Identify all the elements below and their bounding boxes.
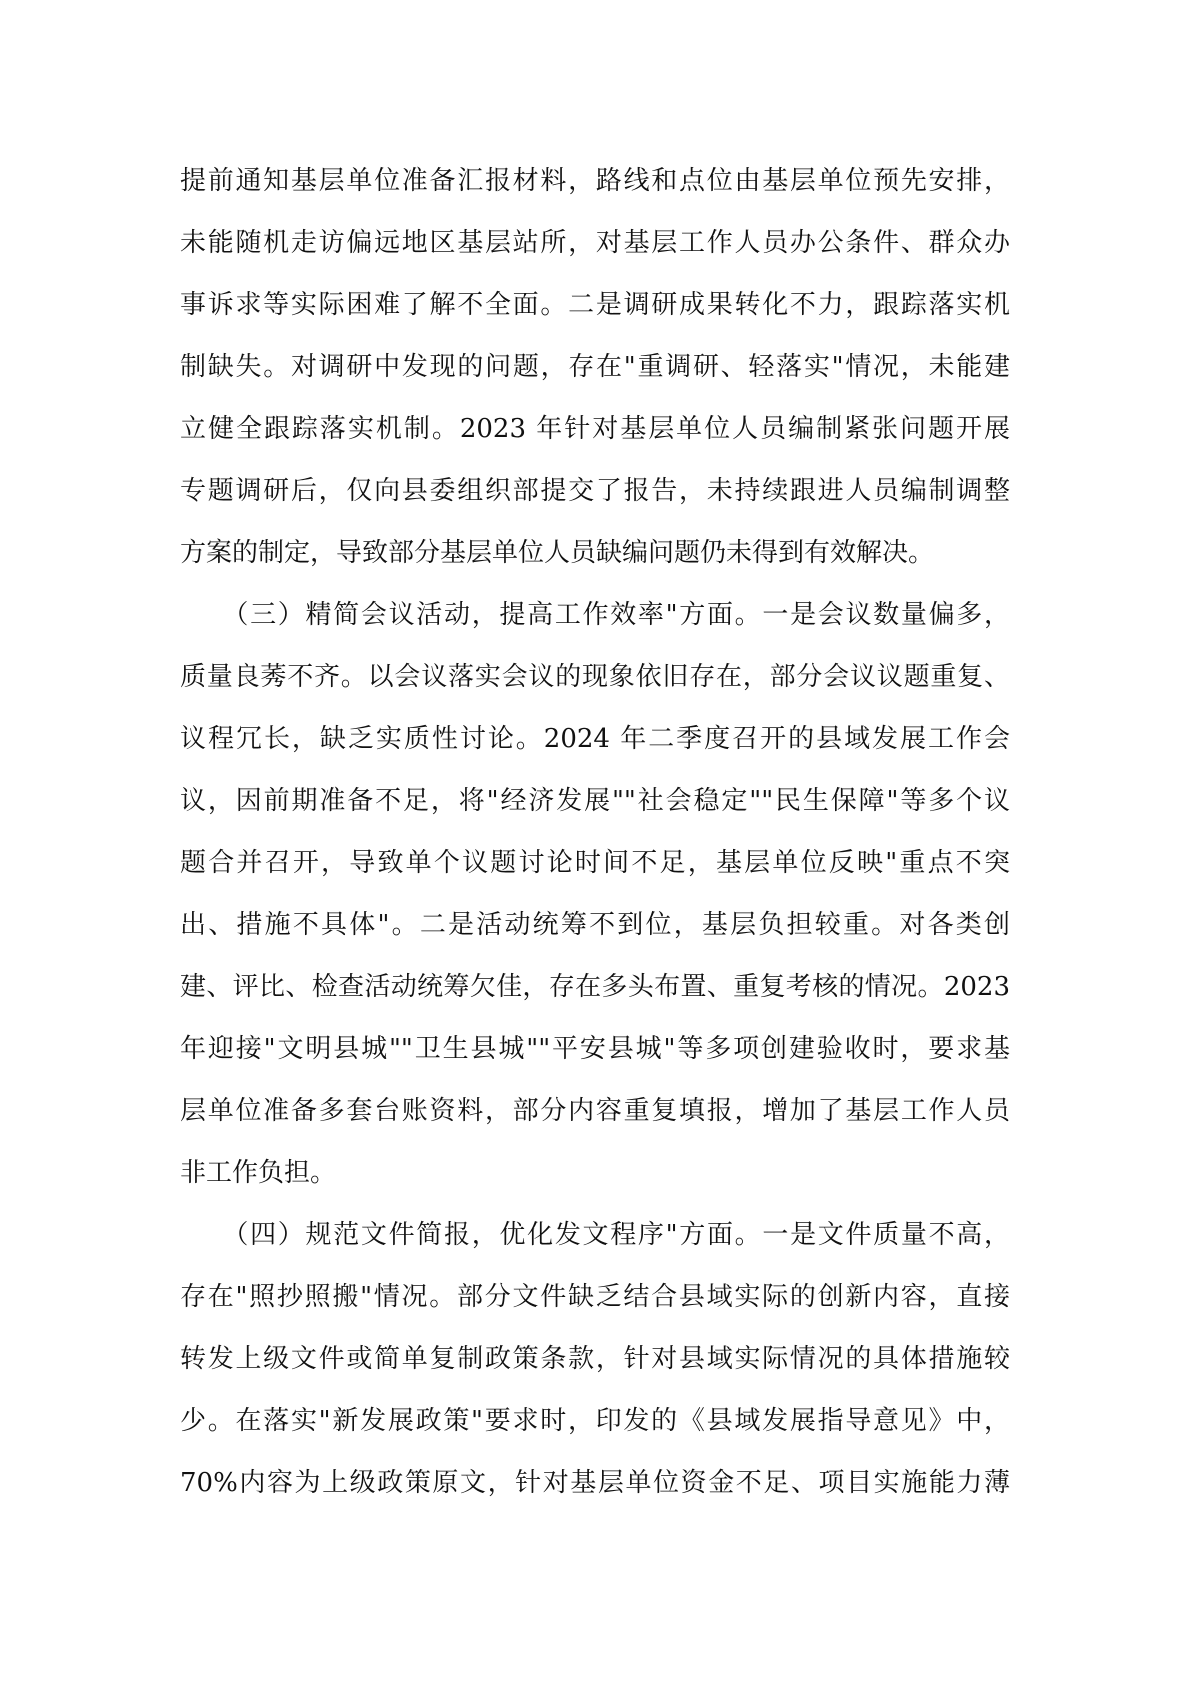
text-line: （三）精简会议活动，提高工作效率"方面。一是会议数量偏多， — [180, 600, 1010, 630]
text-line: 少。在落实"新发展政策"要求时，印发的《县域发展指导意见》中， — [180, 1406, 1010, 1436]
text-line: 年迎接"文明县城""卫生县城""平安县城"等多项创建验收时，要求基 — [180, 1034, 1010, 1064]
text-line: 转发上级文件或简单复制政策条款，针对县域实际情况的具体措施较 — [180, 1344, 1010, 1374]
text-line: 制缺失。对调研中发现的问题，存在"重调研、轻落实"情况，未能建 — [180, 352, 1010, 382]
text-line: 议程冗长，缺乏实质性讨论。2024 年二季度召开的县域发展工作会 — [180, 724, 1010, 754]
text-line: 质量良莠不齐。以会议落实会议的现象依旧存在，部分会议议题重复、 — [180, 662, 1010, 692]
text-line: 出、措施不具体"。二是活动统筹不到位，基层负担较重。对各类创 — [180, 910, 1010, 940]
text-line: （四）规范文件简报，优化发文程序"方面。一是文件质量不高， — [180, 1220, 1010, 1250]
text-line: 立健全跟踪落实机制。2023 年针对基层单位人员编制紧张问题开展 — [180, 414, 1010, 444]
text-line: 题合并召开，导致单个议题讨论时间不足，基层单位反映"重点不突 — [180, 848, 1010, 878]
text-line: 70%内容为上级政策原文，针对基层单位资金不足、项目实施能力薄 — [180, 1468, 1010, 1498]
text-line: 存在"照抄照搬"情况。部分文件缺乏结合县域实际的创新内容，直接 — [180, 1282, 1010, 1312]
text-line: 事诉求等实际困难了解不全面。二是调研成果转化不力，跟踪落实机 — [180, 290, 1010, 320]
text-line: 专题调研后，仅向县委组织部提交了报告，未持续跟进人员编制调整 — [180, 476, 1010, 506]
document-body — [180, 150, 1010, 1514]
text-line: 非工作负担。 — [180, 1158, 337, 1188]
text-line: 议，因前期准备不足，将"经济发展""社会稳定""民生保障"等多个议 — [180, 786, 1010, 816]
text-line: 建、评比、检查活动统筹欠佳，存在多头布置、重复考核的情况。2023 — [180, 972, 1010, 1002]
text-line: 提前通知基层单位准备汇报材料，路线和点位由基层单位预先安排， — [180, 166, 1010, 196]
text-line: 未能随机走访偏远地区基层站所，对基层工作人员办公条件、群众办 — [180, 228, 1010, 258]
text-line: 层单位准备多套台账资料，部分内容重复填报，增加了基层工作人员 — [180, 1096, 1010, 1126]
text-line: 方案的制定，导致部分基层单位人员缺编问题仍未得到有效解决。 — [180, 538, 935, 568]
